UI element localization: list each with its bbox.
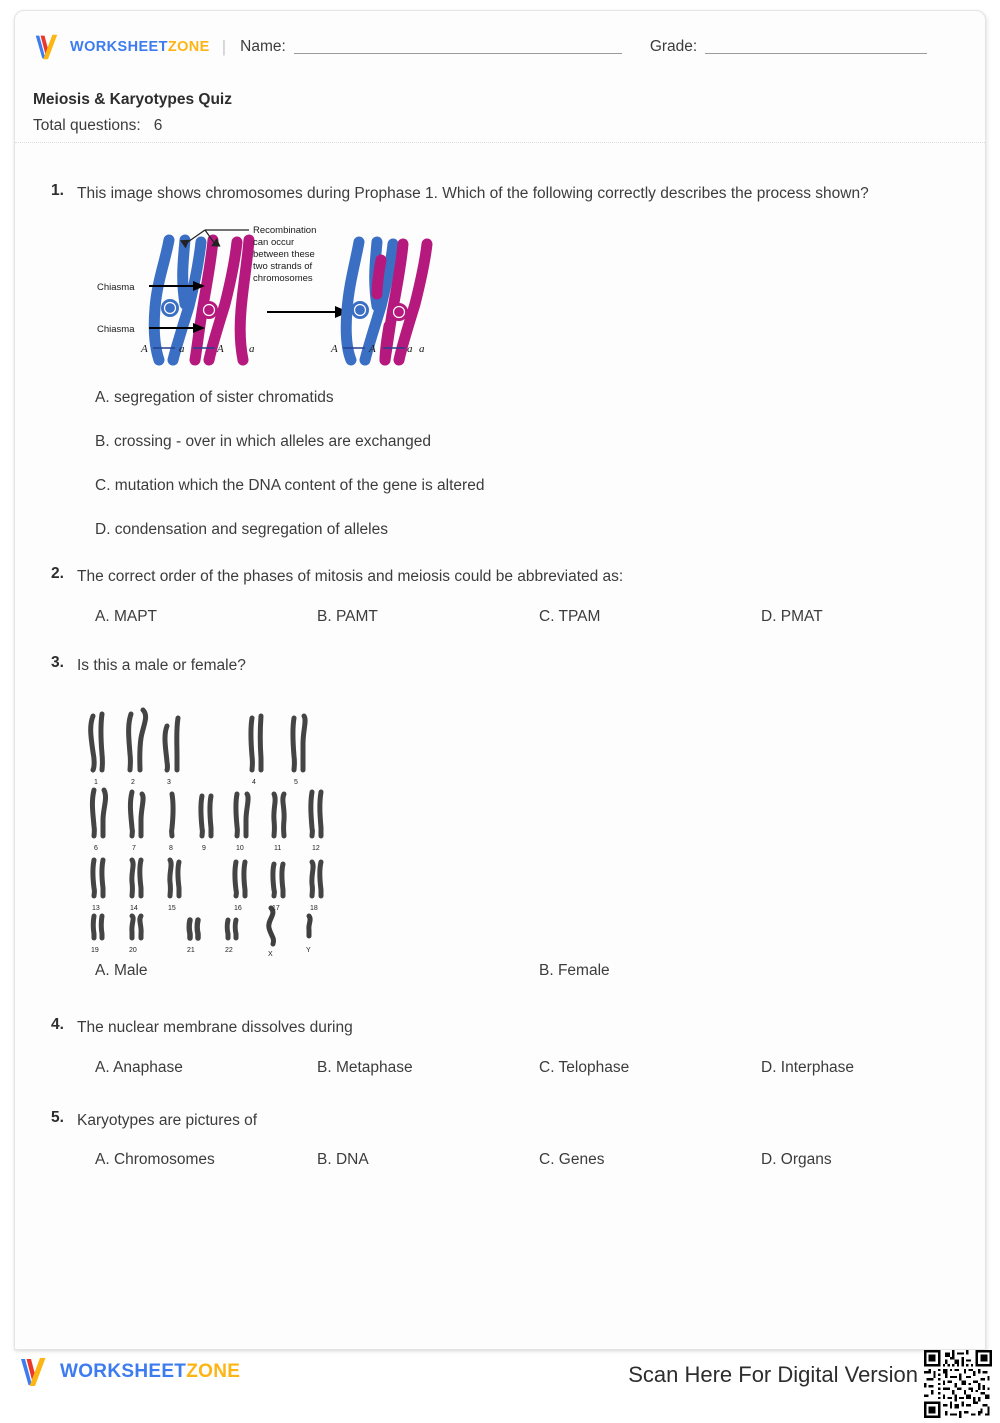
questions-container: [15, 144, 985, 1349]
question-4-option-a[interactable]: A. Anaphase: [95, 1058, 183, 1076]
crossing-over-diagram: [97, 220, 427, 375]
karyotype-image: [77, 706, 367, 959]
karyotype-label-21: 21: [187, 947, 195, 955]
question-2-text: The correct order of the phases of mitosis and meiosis could be abbreviated as:: [77, 568, 624, 586]
question-4-option-c[interactable]: C. Telophase: [539, 1058, 630, 1076]
chiasma-label-top: Chiasma: [97, 282, 135, 294]
question-3-number: 3.: [51, 653, 64, 671]
karyotype-label-2: 2: [131, 779, 135, 787]
question-5-number: 5.: [51, 1108, 64, 1126]
question-1-option-c[interactable]: C. mutation which the DNA content of the gene is altered: [95, 477, 485, 495]
question-2-number: 2.: [51, 565, 64, 583]
footer-brand-name: [60, 1361, 240, 1383]
karyotype-label-9: 9: [202, 845, 206, 853]
question-3: [33, 654, 949, 980]
question-4-number: 4.: [51, 1016, 64, 1034]
grade-field-label: Grade:: [649, 38, 698, 55]
question-5-options: [55, 1151, 949, 1169]
recombination-line-2: can occur: [253, 237, 295, 249]
karyotype-row-3: [92, 860, 321, 912]
question-2-option-c[interactable]: C. TPAM: [539, 607, 601, 625]
karyotype-label-8: 8: [169, 845, 173, 853]
footer-brand-part2: ZONE: [186, 1361, 241, 1382]
question-4: [33, 1016, 949, 1076]
question-2-options: [55, 608, 949, 626]
allele-left-3: A: [217, 343, 224, 356]
brand-name-part2: ZONE: [167, 39, 210, 55]
question-5-option-c[interactable]: C. Genes: [539, 1151, 605, 1169]
question-5-option-a[interactable]: A. Chromosomes: [95, 1151, 215, 1169]
footer-brand-logo: [18, 1356, 240, 1388]
total-questions: [33, 117, 162, 135]
header-divider: |: [221, 37, 227, 56]
brand-name: [70, 39, 210, 55]
karyotype-label-20: 20: [129, 947, 137, 955]
question-1-options: [55, 389, 949, 539]
question-4-option-d[interactable]: D. Interphase: [761, 1058, 855, 1076]
karyotype-label-5: 5: [294, 779, 298, 787]
question-4-option-b[interactable]: B. Metaphase: [317, 1058, 413, 1076]
question-2: [33, 565, 949, 625]
crossing-over-svg: [97, 220, 427, 375]
question-2-option-a[interactable]: A. MAPT: [95, 607, 158, 625]
karyotype-row-2: [92, 790, 321, 852]
karyotype-label-1: 1: [94, 779, 98, 787]
scan-instruction-text: Scan Here For Digital Version: [628, 1362, 918, 1387]
worksheet-sheet: [14, 10, 986, 1350]
karyotype-row-1: [91, 710, 305, 786]
karyotype-svg: [77, 706, 367, 959]
brand-name-part1: WORKSHEET: [70, 39, 168, 55]
karyotype-label-11: 11: [274, 845, 282, 853]
header-row: [33, 33, 971, 61]
question-3-option-b[interactable]: B. Female: [539, 962, 610, 980]
brand-logo: [33, 33, 210, 61]
question-4-options: [55, 1059, 949, 1077]
allele-right-4: a: [419, 343, 425, 356]
chiasma-label-bottom: Chiasma: [97, 324, 135, 336]
question-3-options: [55, 962, 949, 980]
question-5-option-d[interactable]: D. Organs: [761, 1151, 832, 1169]
karyotype-label-14: 14: [130, 905, 138, 913]
karyotype-label-7: 7: [132, 845, 136, 853]
question-3-text: Is this a male or female?: [77, 656, 246, 674]
recombination-line-5: chromosomes: [253, 273, 313, 285]
karyotype-label-6: 6: [94, 845, 98, 853]
question-3-option-a[interactable]: A. Male: [95, 962, 148, 980]
question-4-text: The nuclear membrane dissolves during: [77, 1019, 353, 1037]
worksheet-header: [15, 11, 985, 143]
question-1-option-a[interactable]: A. segregation of sister chromatids: [95, 389, 334, 407]
allele-left-1: A: [141, 343, 148, 356]
karyotype-label-15: 15: [168, 905, 176, 913]
question-1-number: 1.: [51, 182, 64, 199]
question-5-option-b[interactable]: B. DNA: [317, 1151, 369, 1169]
karyotype-row-4: [91, 908, 311, 958]
question-5: [33, 1109, 949, 1169]
karyotype-label-3: 3: [167, 779, 171, 787]
qr-code[interactable]: [924, 1350, 992, 1418]
recombination-line-3: between these: [253, 249, 315, 261]
question-1-text: This image shows chromosomes during Prophase 1. Which of the following correctly describes the process shown?: [77, 185, 869, 202]
allele-right-2: A: [369, 343, 376, 356]
recombination-line-1: Recombination: [253, 225, 317, 237]
karyotype-label-10: 10: [236, 845, 244, 853]
total-questions-value: 6: [153, 117, 163, 134]
allele-left-2: a: [179, 343, 185, 356]
qr-code-icon: [924, 1350, 992, 1418]
question-1: [33, 182, 949, 539]
allele-right-3: a: [407, 343, 413, 356]
karyotype-label-16: 16: [234, 905, 242, 913]
recombination-line-4: two strands of: [253, 261, 313, 273]
name-input-line[interactable]: [294, 40, 622, 54]
allele-left-4: a: [249, 343, 255, 356]
question-1-option-b[interactable]: B. crossing - over in which alleles are exchanged: [95, 433, 432, 451]
karyotype-label-22: 22: [225, 947, 233, 955]
karyotype-label-18: 18: [310, 905, 318, 913]
name-field-label: Name:: [240, 38, 286, 55]
allele-right-1: A: [331, 343, 338, 356]
page-title: Meiosis & Karyotypes Quiz: [33, 91, 232, 108]
karyotype-label-y: Y: [306, 947, 311, 955]
karyotype-label-12: 12: [312, 845, 320, 853]
footer-brand-part1: WORKSHEET: [60, 1361, 187, 1382]
grade-input-line[interactable]: [705, 40, 927, 54]
question-2-option-d[interactable]: D. PMAT: [761, 607, 823, 625]
worksheetzone-v-logo-icon: [18, 1356, 52, 1388]
worksheet-footer: [0, 1348, 1000, 1406]
question-5-text: Karyotypes are pictures of: [77, 1111, 258, 1129]
total-questions-label: Total questions:: [33, 117, 141, 134]
karyotype-label-17: 17: [272, 905, 280, 913]
karyotype-label-x: X: [268, 951, 273, 959]
question-2-option-b[interactable]: B. PAMT: [317, 607, 378, 625]
karyotype-label-4: 4: [252, 779, 256, 787]
question-1-option-d[interactable]: D. condensation and segregation of alleles: [95, 521, 388, 539]
karyotype-label-19: 19: [91, 947, 99, 955]
karyotype-label-13: 13: [92, 905, 100, 913]
worksheetzone-v-logo-icon: [33, 33, 63, 61]
